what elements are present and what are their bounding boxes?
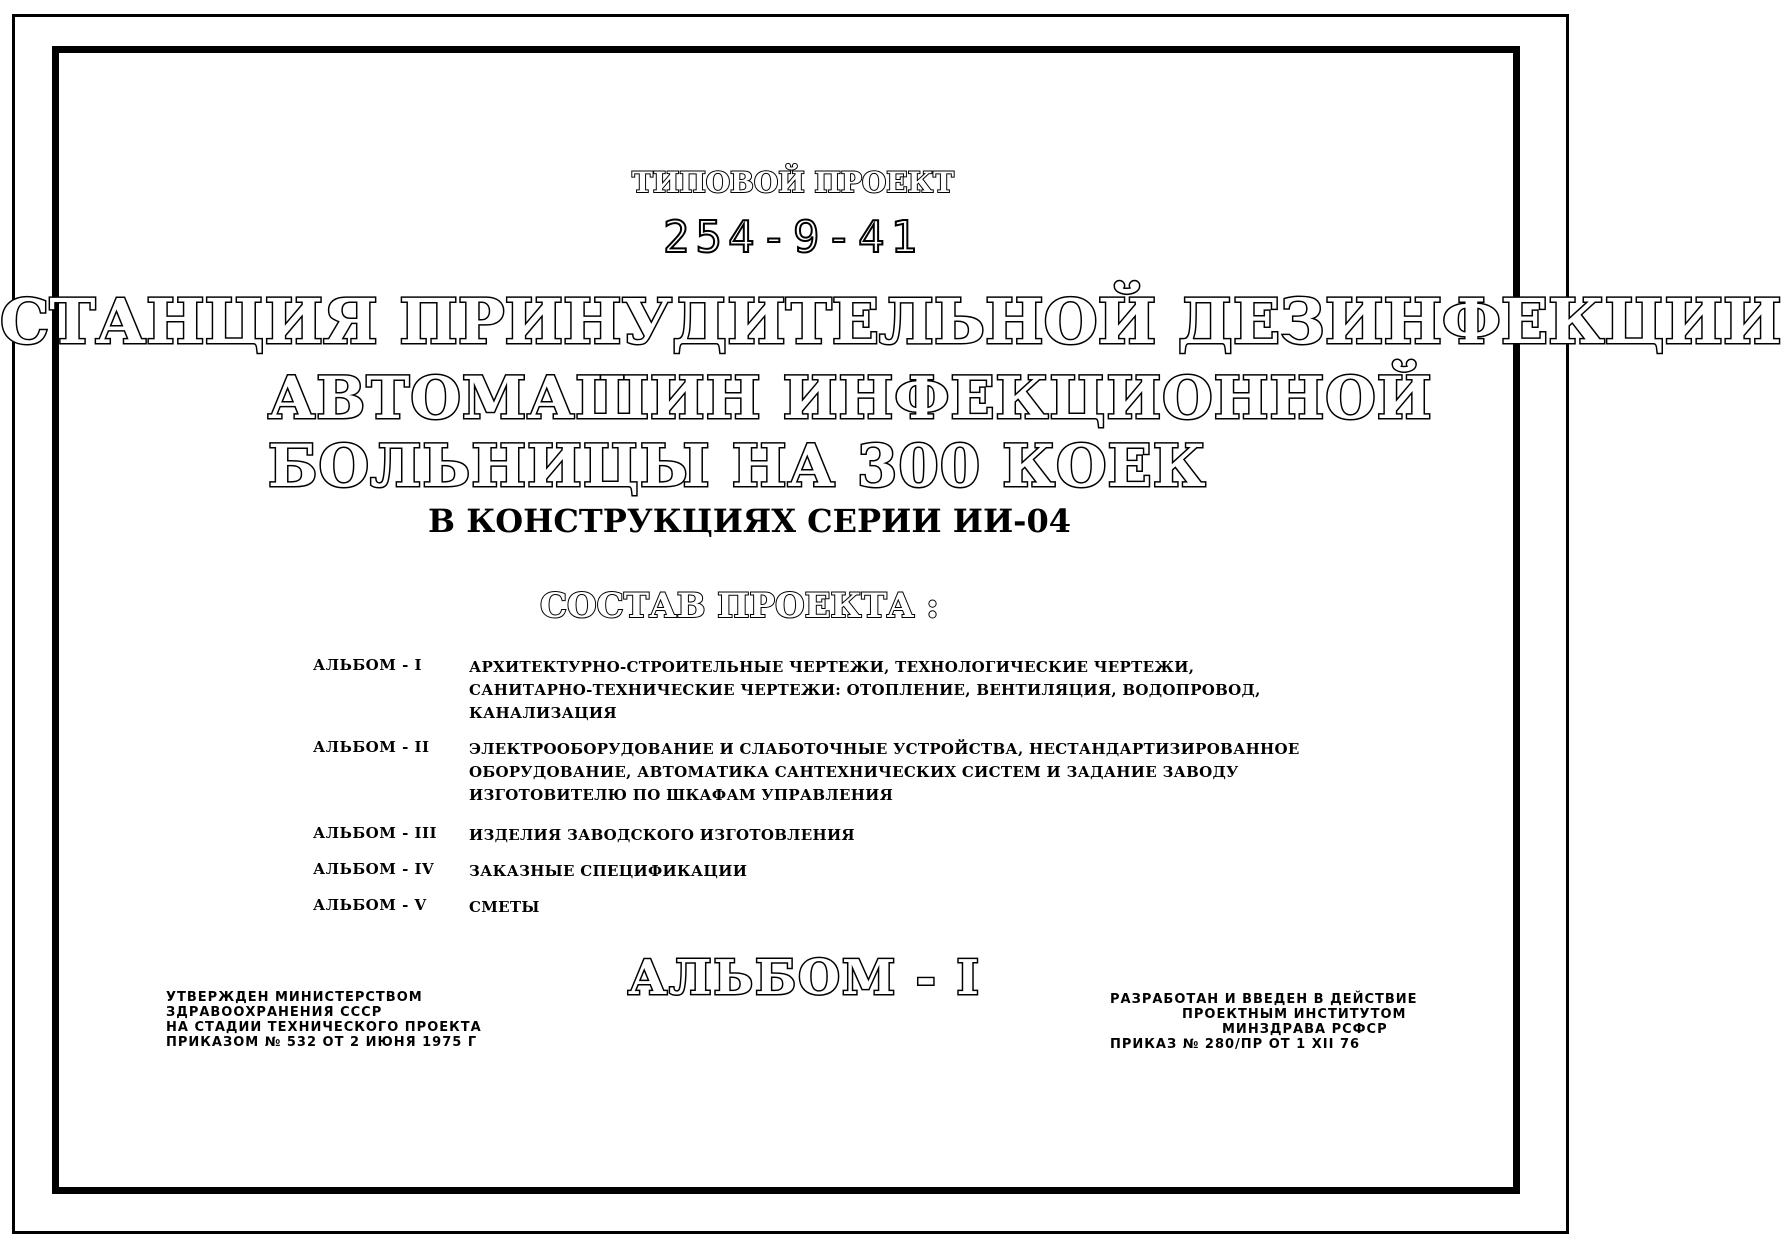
series-subtitle: В КОНСТРУКЦИЯХ СЕРИИ ИИ-04 (428, 502, 1071, 540)
album-label: АЛЬБОМ - I (313, 656, 423, 674)
album-label: АЛЬБОМ - III (313, 824, 438, 842)
approval-line: ПРИКАЗОМ № 532 ОТ 2 ИЮНЯ 1975 Г (166, 1035, 478, 1050)
album-description: АРХИТЕКТУРНО-СТРОИТЕЛЬНЫЕ ЧЕРТЕЖИ, ТЕХНОЛОГИЧЕСКИЕ ЧЕРТЕЖИ, САНИТАРНО-ТЕХНИЧЕСКИЕ ЧЕРТЕЖИ: ОТОПЛЕНИЕ, ВЕНТИЛЯЦИЯ, ВОДОПРОВОД, КАНАЛИЗАЦИЯ (469, 658, 1261, 722)
album-description: ИЗДЕЛИЯ ЗАВОДСКОГО ИЗГОТОВЛЕНИЯ (469, 826, 855, 844)
typical-project-label: ТИПОВОЙ ПРОЕКТ (632, 166, 954, 199)
developer-block (1110, 992, 1418, 1052)
current-album-title: АЛЬБОМ - I (628, 950, 981, 1006)
developer-line: МИНЗДРАВА РСФСР (1222, 1022, 1388, 1037)
title-line-3: БОЛЬНИЦЫ НА 300 КОЕК (268, 432, 1207, 500)
album-description: ЗАКАЗНЫЕ СПЕЦИФИКАЦИИ (469, 862, 748, 880)
developer-line: РАЗРАБОТАН И ВВЕДЕН В ДЕЙСТВИЕ (1110, 992, 1418, 1007)
developer-line: ПРОЕКТНЫМ ИНСТИТУТОМ (1182, 1007, 1407, 1022)
title-line-1: СТАНЦИЯ ПРИНУДИТЕЛЬНОЙ ДЕЗИНФЕКЦИИ (0, 285, 1782, 358)
album-label: АЛЬБОМ - II (313, 738, 430, 756)
album-description: ЭЛЕКТРООБОРУДОВАНИЕ И СЛАБОТОЧНЫЕ УСТРОЙСТВА, НЕСТАНДАРТИЗИРОВАННОЕ ОБОРУДОВАНИЕ, АВТОМАТИКА САНТЕХНИЧЕСКИХ СИСТЕМ И ЗАДАНИЕ ЗАВОДУ ИЗГОТОВИТЕЛЮ ПО ШКАФАМ УПРАВЛЕНИЯ (469, 740, 1300, 804)
album-description: СМЕТЫ (469, 898, 540, 916)
project-number: 254-9-41 (663, 212, 923, 263)
approval-line: УТВЕРЖДЕН МИНИСТЕРСТВОМ (166, 990, 423, 1005)
approval-line: ЗДРАВООХРАНЕНИЯ СССР (166, 1005, 383, 1020)
composition-heading: СОСТАВ ПРОЕКТА : (540, 586, 939, 626)
developer-line: ПРИКАЗ № 280/ПР ОТ 1 XII 76 (1110, 1037, 1361, 1052)
album-label: АЛЬБОМ - IV (313, 860, 435, 878)
approval-line: НА СТАДИИ ТЕХНИЧЕСКОГО ПРОЕКТА (166, 1020, 482, 1035)
approval-block (166, 990, 482, 1050)
title-line-2: АВТОМАШИН ИНФЕКЦИОННОЙ (268, 364, 1433, 432)
album-label: АЛЬБОМ - V (313, 896, 427, 914)
